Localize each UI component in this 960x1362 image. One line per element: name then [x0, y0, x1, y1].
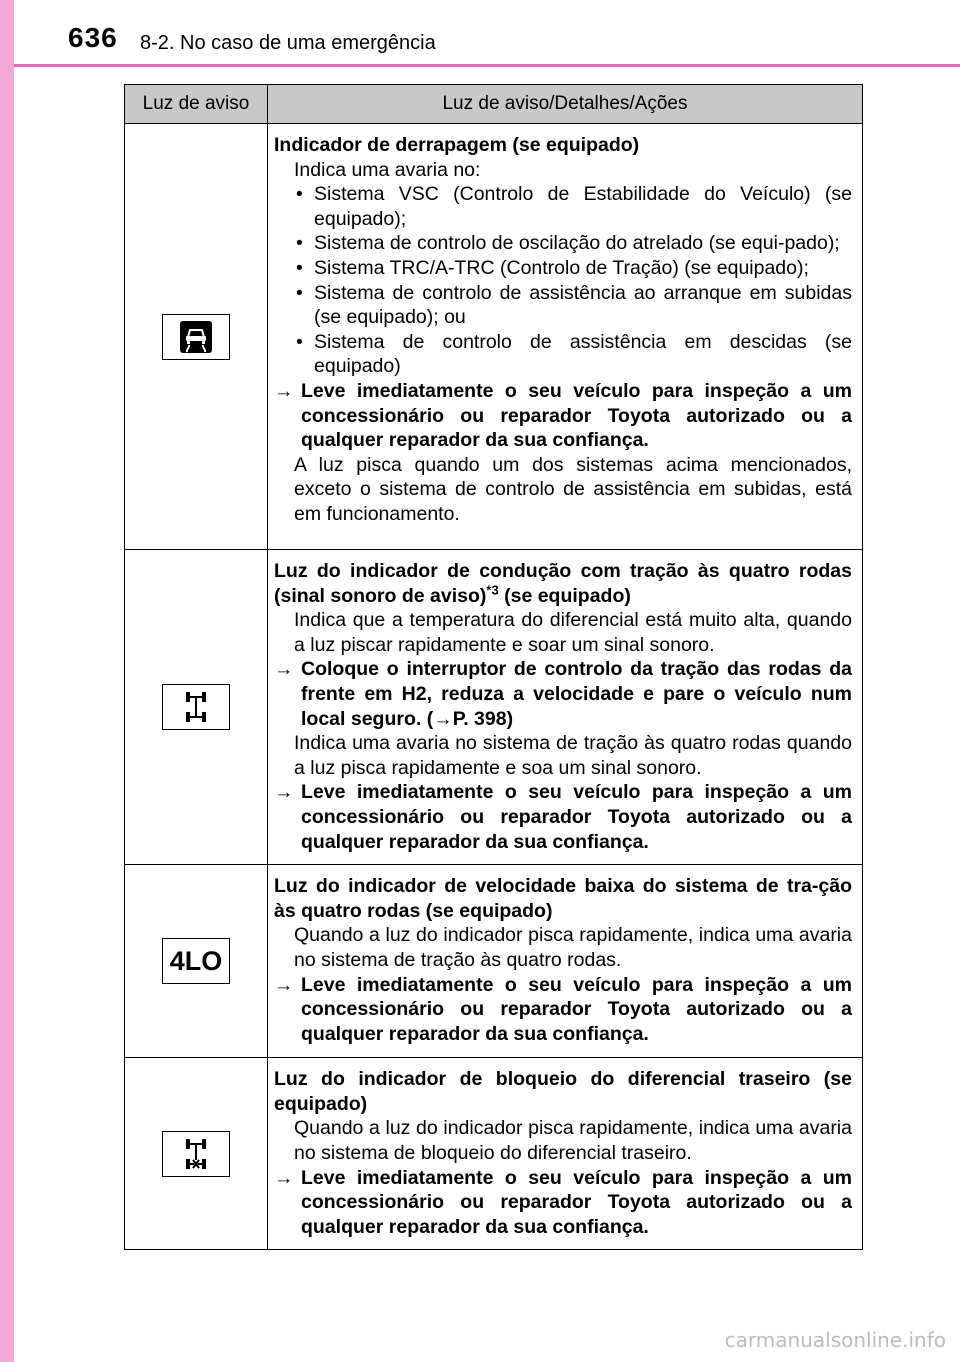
- action-instruction: → Coloque o interruptor de controlo da tração das rodas da frente em H2, reduza a velocidade e pare o veículo num local seguro. (→P. 398): [274, 658, 852, 730]
- page-reference-link[interactable]: P. 398): [452, 707, 514, 730]
- warning-title: Indicador de derrapagem (se equipado): [274, 134, 640, 156]
- footnote-marker: *3: [486, 582, 499, 598]
- description-text: Indica que a temperatura do diferencial está muito alta, quando a luz piscar rapidamente e soar um sinal sonoro.: [294, 609, 852, 656]
- icon-cell: [125, 1058, 268, 1250]
- table-row: [125, 550, 863, 865]
- details-cell: [268, 550, 863, 865]
- list-item: • Sistema de controlo de assistência em descidas (se equipado): [296, 330, 852, 378]
- table-row: [125, 124, 863, 550]
- skid-indicator-icon: [162, 314, 230, 360]
- action-instruction: → Leve imediatamente o seu veículo para inspeção a um concessionário ou reparador Toyota autorizado ou a qualquer reparador da sua confiança.: [274, 1166, 852, 1238]
- column-header-warning-light: Luz de aviso: [125, 85, 268, 124]
- page-number: 636: [68, 22, 118, 53]
- header-rule: [14, 64, 960, 67]
- arrow-icon: →: [274, 379, 294, 402]
- icon-cell: [125, 124, 268, 550]
- list-item: • Sistema de controlo de assistência ao arranque em subidas (se equipado); ou: [296, 281, 852, 329]
- warning-title: Luz do indicador de condução com tração às quatro rodas (sinal sonoro de aviso)$^{*3}$ (se equipado): [274, 560, 852, 607]
- icon-cell: [125, 865, 268, 1058]
- description-text: Indica uma avaria no:: [294, 158, 481, 181]
- arrow-icon: →: [274, 1166, 294, 1189]
- list-item: • Sistema VSC (Controlo de Estabilidade do Veículo) (se equipado);: [296, 183, 852, 230]
- action-instruction: → Leve imediatamente o seu veículo para inspeção a um concessionário ou reparador Toyota autorizado ou a qualquer reparador da sua confiança.: [274, 973, 852, 1045]
- arrow-icon: →: [274, 658, 294, 681]
- warning-title: Luz do indicador de velocidade baixa do sistema de tra-ção às quatro rodas (se equipado): [274, 875, 852, 922]
- description-text: Quando a luz do indicador pisca rapidamente, indica uma avaria no sistema de bloqueio do diferencial traseiro.: [294, 1117, 852, 1164]
- description-text: Quando a luz do indicador pisca rapidamente, indica uma avaria no sistema de tração às quatro rodas.: [294, 924, 852, 971]
- warning-title: Luz do indicador de bloqueio do diferencial traseiro (se equipado): [274, 1068, 852, 1115]
- four-lo-indicator-icon: 4LO: [162, 938, 230, 984]
- action-instruction: → Leve imediatamente o seu veículo para inspeção a um concessionário ou reparador Toyota autorizado ou a qualquer reparador da sua confiança.: [274, 379, 852, 452]
- side-color-strip: [0, 0, 14, 1362]
- details-cell: [268, 865, 863, 1058]
- rear-differential-lock-icon: [162, 1131, 230, 1177]
- description-text: Indica uma avaria no sistema de tração às quatro rodas quando a luz pisca rapidamente e soa um sinal sonoro.: [294, 732, 852, 779]
- warning-lights-table: [124, 84, 863, 1250]
- icon-cell: [125, 550, 268, 865]
- details-cell: [268, 1058, 863, 1250]
- watermark: carmanualsonline.info: [724, 1328, 946, 1352]
- arrow-icon: →: [274, 973, 294, 996]
- table-row: [125, 865, 863, 1058]
- table-header-row: [125, 85, 863, 124]
- table-row: [125, 1058, 863, 1250]
- column-header-details: Luz de aviso/Detalhes/Ações: [268, 85, 863, 124]
- list-item: • Sistema TRC/A-TRC (Controlo de Tração) (se equipado);: [296, 256, 809, 279]
- arrow-icon: →: [274, 781, 294, 804]
- description-text: A luz pisca quando um dos sistemas acima mencionados, exceto o sistema de controlo de assistência em subidas, está em funcionamento.: [294, 453, 852, 525]
- four-wheel-drive-icon: [162, 684, 230, 730]
- details-cell: [268, 124, 863, 550]
- action-instruction: → Leve imediatamente o seu veículo para inspeção a um concessionário ou reparador Toyota autorizado ou a qualquer reparador da sua confiança.: [274, 781, 852, 853]
- list-item: • Sistema de controlo de oscilação do atrelado (se equi-pado);: [296, 232, 840, 255]
- section-title: 8-2. No caso de uma emergência: [140, 32, 436, 54]
- page-reference-arrow: →: [433, 707, 453, 730]
